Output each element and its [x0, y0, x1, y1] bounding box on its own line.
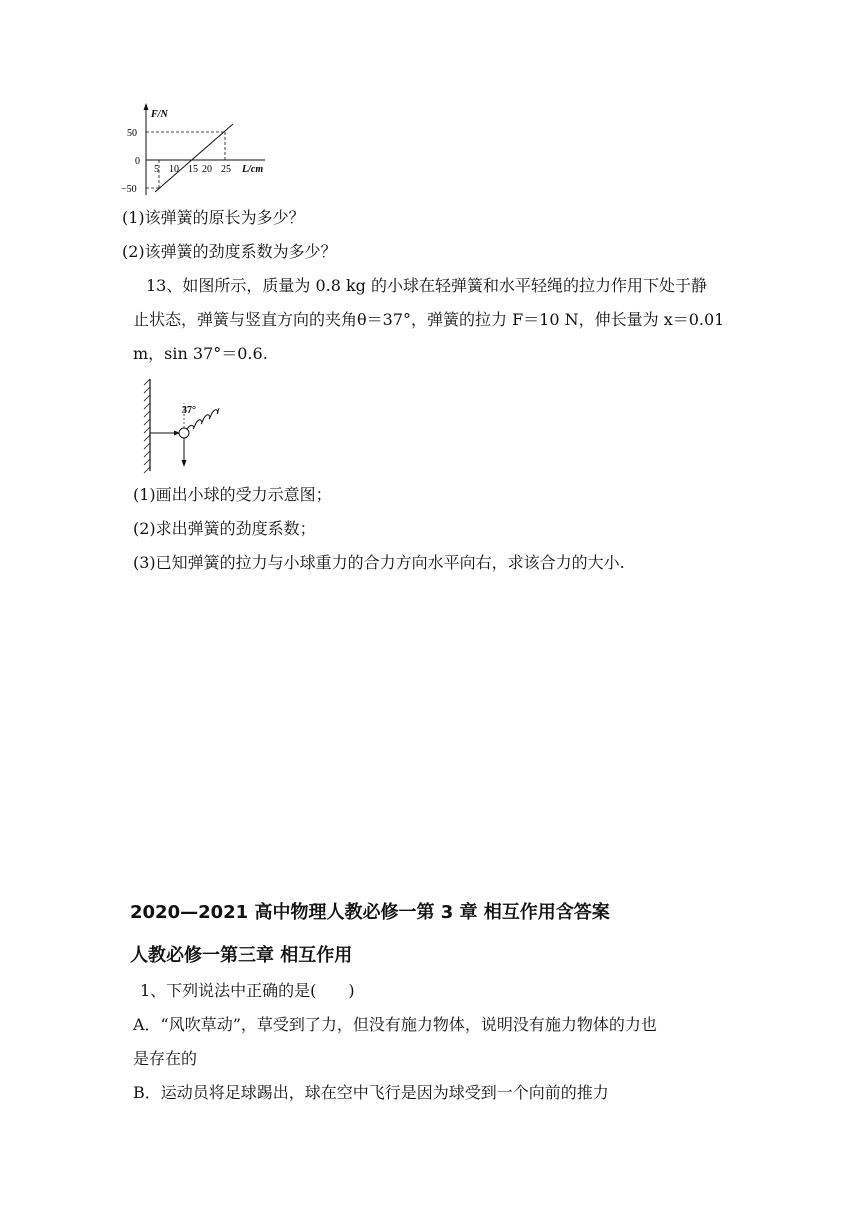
- x-axis-label: L/cm: [242, 164, 264, 175]
- q13-sub2: (2)求出弹簧的劲度系数；: [133, 519, 316, 538]
- section-subtitle: 人教必修一第三章 相互作用: [130, 945, 353, 966]
- force-length-graph: [115, 100, 280, 200]
- y-tick-minus50: −50: [121, 184, 137, 195]
- y-tick-0: 0: [135, 156, 140, 167]
- x-tick-20: 20: [202, 164, 212, 175]
- q12-sub2: (2)该弹簧的劲度系数为多少？: [122, 242, 337, 261]
- y-axis-label: F/N: [151, 109, 168, 120]
- q13-sub1: (1)画出小球的受力示意图；: [133, 485, 332, 504]
- q13-line1: 13、如图所示，质量为 0.8 kg 的小球在轻弹簧和水平轻绳的拉力作用下处于静: [146, 276, 708, 295]
- angle-label: 37°: [182, 405, 196, 416]
- q1-option-a-line1: A．“风吹草动”，草受到了力，但没有施力物体，说明没有施力物体的力也: [133, 1015, 657, 1034]
- x-tick-25: 25: [221, 164, 231, 175]
- y-tick-50: 50: [127, 128, 137, 139]
- q13-sub3: (3)已知弹簧的拉力与小球重力的合力方向水平向右，求该合力的大小.: [133, 553, 625, 572]
- data-line: [155, 124, 233, 192]
- q13-line3: m，sin 37°＝0.6.: [133, 344, 268, 363]
- x-tick-5: 5: [154, 164, 159, 175]
- q12-sub1: (1)该弹簧的原长为多少？: [122, 208, 305, 227]
- q1-option-b: B．运动员将足球踢出，球在空中飞行是因为球受到一个向前的推力: [133, 1083, 609, 1102]
- q13-line2: 止状态，弹簧与竖直方向的夹角θ＝37°，弹簧的拉力 F＝10 N，伸长量为 x＝0.01: [133, 310, 725, 329]
- x-tick-10: 10: [169, 164, 179, 175]
- spring-ball-figure: [140, 375, 230, 475]
- gravity-arrow: [182, 460, 187, 467]
- x-tick-15: 15: [188, 164, 198, 175]
- y-axis-arrow: [144, 103, 149, 110]
- ball: [179, 428, 189, 438]
- q1-stem: 1、下列说法中正确的是( ): [140, 981, 355, 1000]
- section-title: 2020—2021 高中物理人教必修一第 3 章 相互作用含答案: [130, 902, 610, 923]
- wall-hatching: [144, 379, 150, 473]
- q1-option-a-line2: 是存在的: [133, 1049, 198, 1068]
